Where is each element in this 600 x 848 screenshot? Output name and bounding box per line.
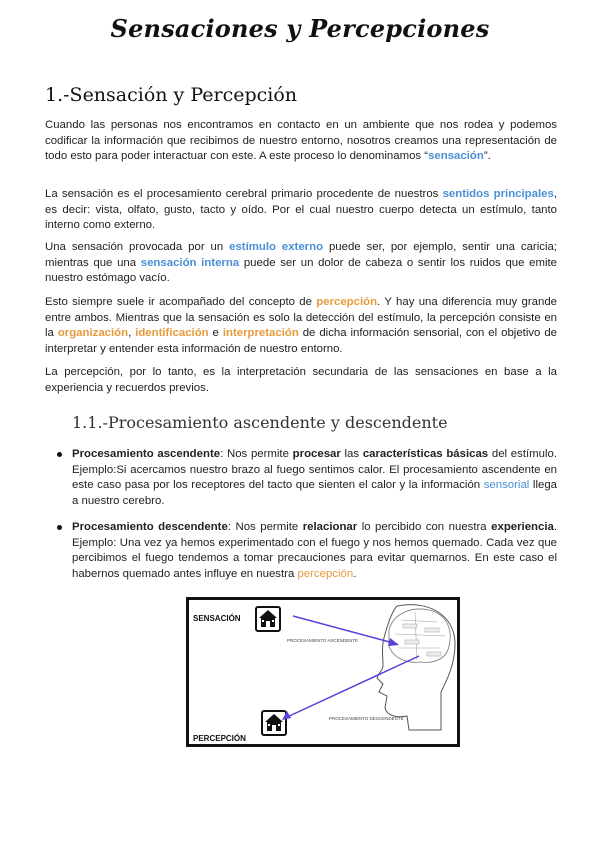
section-heading-1: 1.-Sensación y Percepción xyxy=(45,84,298,106)
bullet-descendente: Procesamiento descendente: Nos permite relacionar lo percibido con nuestra experiencia. Ejemplo: Una vez ya hemos experimentado con el fuego y nos hemos quemado. Cada vez que percibimos el fuego tendemos a tomar precauciones para evitar quemarnos. En este caso el habernos quemado antes influye en nuestra percepción. xyxy=(57,520,557,582)
term-percepcion: percepción xyxy=(316,296,378,308)
diagram-drawing xyxy=(189,600,457,744)
term-identificacion: identificación xyxy=(135,327,209,340)
paragraph-3: Una sensación provocada por un estímulo externo puede ser, por ejemplo, sentir una caricia; mientras que una sensación interna puede ser un dolor de cabeza o sentir los ruidos que emite nuestro estómago vacío. xyxy=(45,241,557,285)
bullet-dot-icon xyxy=(57,452,62,457)
paragraph-2: La sensación es el procesamiento cerebral primario procedente de nuestros sentidos principales, es decir: vista, olfato, gusto, tacto y oído. Por el cual nuestro cuerpo detecta un estímulo, tanto interno como externo. xyxy=(45,188,557,232)
term-sensacion: sensación xyxy=(428,150,484,163)
paragraph-1: Cuando las personas nos encontramos en contacto en un ambiente que nos rodea y podemos codificar la información que recibimos de nuestro entorno, nosotros creamos una representación de todo esto para poder interactuar con este. A este proceso lo denominamos “sensación”. xyxy=(45,119,557,163)
section-heading-2: 1.1.-Procesamiento ascendente y descendente xyxy=(72,413,448,432)
diagram-caption-descendente: PROCESAMIENTO DESCENDENTE xyxy=(329,716,404,721)
term-estimulo-externo: estímulo externo xyxy=(229,241,324,253)
term-percepcion-2: percepción xyxy=(297,567,354,580)
sensation-perception-diagram xyxy=(186,597,460,747)
term-interpretacion: interpretación xyxy=(222,327,299,340)
paragraph-5: La percepción, por lo tanto, es la interpretación secundaria de las sensaciones en base a la experiencia y recuerdos previos. xyxy=(45,366,557,394)
term-sentidos-principales: sentidos principales xyxy=(442,188,554,200)
term-sensacion-interna: sensación interna xyxy=(140,256,240,269)
head-profile-outline xyxy=(377,605,455,730)
term-organizacion: organización xyxy=(57,327,129,340)
diagram-caption-ascendente: PROCESAMIENTO ASCENDENTE xyxy=(287,638,359,643)
term-sensorial: sensorial xyxy=(483,479,530,492)
diagram-label-percepcion: PERCEPCIÓN xyxy=(193,734,246,743)
bullet-dot-icon xyxy=(57,525,62,530)
page-title: Sensaciones y Percepciones xyxy=(110,14,490,43)
paragraph-4: Esto siempre suele ir acompañado del concepto de percepción. Y hay una diferencia muy grande entre ambos. Mientras que la sensación es solo la detección del estímulo, la percepción consiste en la organización, identificación e interpretación de dicha información sensorial, con el objetivo de interpretar y entender esta información de nuestro entorno. xyxy=(45,296,557,355)
diagram-label-sensacion: SENSACIÓN xyxy=(193,614,241,623)
bullet-ascendente: Procesamiento ascendente: Nos permite procesar las características básicas del estímulo. Ejemplo:Si acercamos nuestro brazo al fuego sentimos calor. El procesamiento ascendente en este caso pasa por los receptores del tacto que sienten el calor y la información sensorial llega a nuestro cerebro. xyxy=(57,447,557,509)
